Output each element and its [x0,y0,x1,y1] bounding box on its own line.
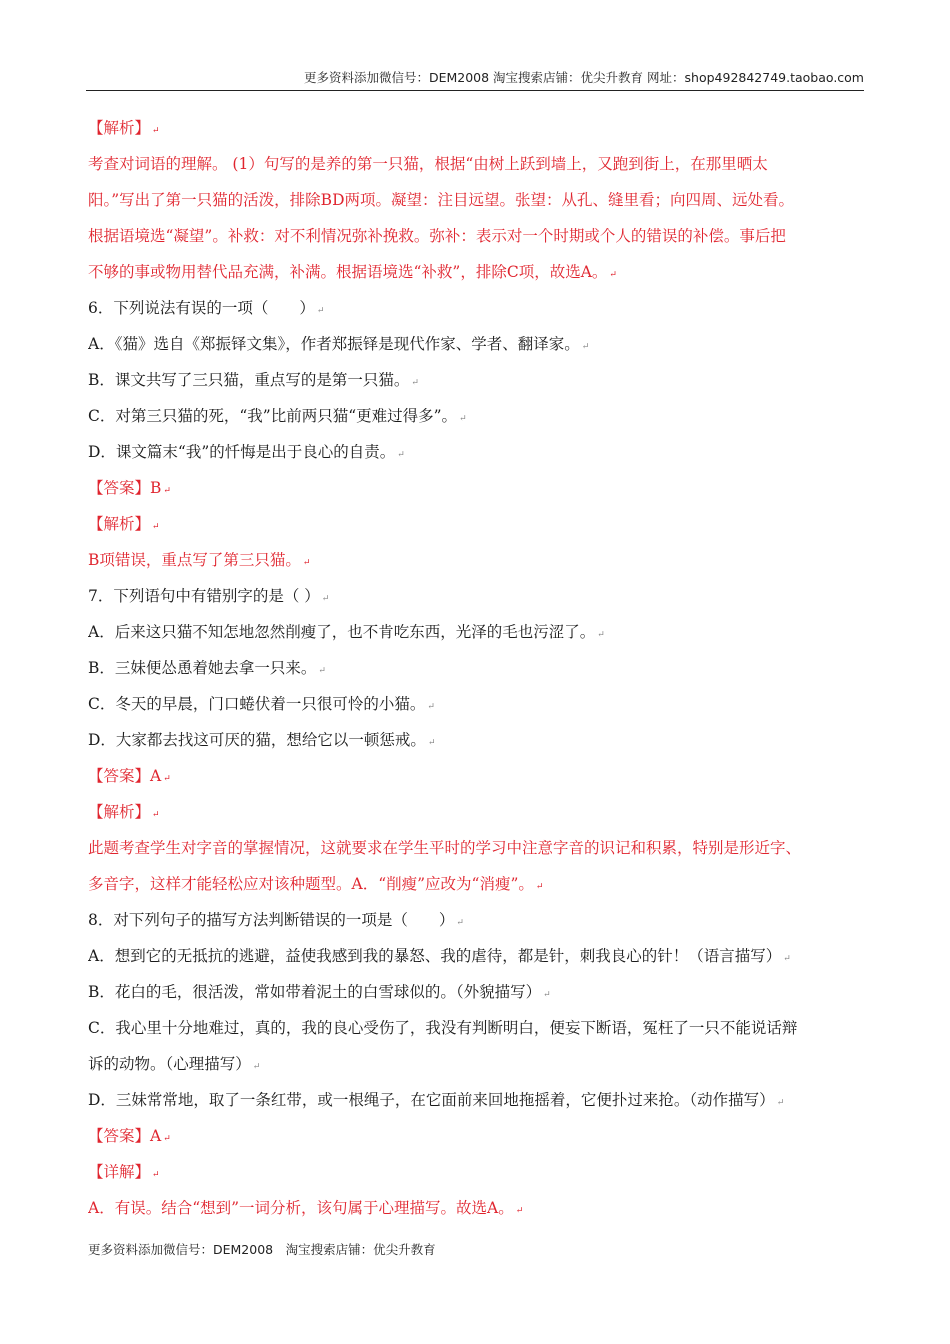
paragraph-mark-icon: ↵ [776,1098,785,1108]
text-line [88,218,868,254]
text-line [88,110,868,146]
text-line [88,470,868,506]
text-line [88,362,868,398]
page-header: 更多资料添加微信号：DEM2008 淘宝搜索店铺：优尖升教育 网址：shop492842749.taobao.com [86,68,864,91]
line-text: 阳。”写出了第一只猫的活泼，排除BD两项。凝望：注目远望。张望：从孔、缝里看；向四周、远处看。 [88,191,794,209]
text-line [88,398,868,434]
line-text: 8．对下列句子的描写方法判断错误的一项是（ ） [88,911,455,929]
paragraph-mark-icon: ↵ [163,486,171,496]
text-line [88,578,868,614]
paragraph-mark-icon: ↵ [609,270,617,280]
document-body [88,110,868,1226]
line-text: D．三妹常常地，取了一条红带，或一根绳子，在它面前来回地拖摇着，它便扑过来抢。（动作描写） [88,1091,775,1109]
line-text: 7．下列语句中有错别字的是（ ） [88,587,320,605]
text-line [88,182,868,218]
line-text: C．对第三只猫的死，“我”比前两只猫“更难过得多”。 [88,407,458,425]
line-text: D．大家都去找这可厌的猫，想给它以一顿惩戒。 [88,731,426,749]
paragraph-mark-icon: ↵ [427,738,436,748]
line-text: 诉的动物。（心理描写） [88,1055,251,1073]
paragraph-mark-icon: ↵ [581,342,590,352]
paragraph-mark-icon: ↵ [152,126,160,136]
line-text: 【答案】B [88,479,162,497]
text-line [88,434,868,470]
text-line [88,830,868,866]
line-text: D．课文篇末“我”的忏悔是出于良心的自责。 [88,443,396,461]
paragraph-mark-icon: ↵ [152,1170,160,1180]
paragraph-mark-icon: ↵ [302,558,311,568]
text-line [88,1154,868,1190]
text-line [88,866,868,902]
paragraph-mark-icon: ↵ [152,522,160,532]
line-text: 【答案】A [88,1127,162,1145]
line-text: A．《猫》选自《郑振铎文集》，作者郑振铎是现代作家、学者、翻译家。 [88,335,580,353]
text-line [88,614,868,650]
text-line [88,722,868,758]
line-text: C．我心里十分地难过，真的，我的良心受伤了，我没有判断明白，便妄下断语，冤枉了一只不能说话辩 [88,1019,798,1037]
paragraph-mark-icon: ↵ [459,414,467,424]
text-line [88,758,868,794]
text-line [88,1046,868,1082]
line-text: 【详解】 [88,1163,151,1181]
line-text: C．冬天的早晨，门口蜷伏着一只很可怜的小猫。 [88,695,426,713]
text-line [88,290,868,326]
paragraph-mark-icon: ↵ [316,306,325,316]
paragraph-mark-icon: ↵ [163,774,171,784]
paragraph-mark-icon: ↵ [535,882,544,892]
paragraph-mark-icon: ↵ [318,666,326,676]
line-text: 不够的事或物用替代品充满，补满。根据语境选“补救”，排除C项，故选A。 [88,263,608,281]
line-text: B项错误，重点写了第三只猫。 [88,551,301,569]
line-text: B．三妹便怂恿着她去拿一只来。 [88,659,317,677]
paragraph-mark-icon: ↵ [321,594,330,604]
line-text: 多音字，这样才能轻松应对该种题型。A．“削瘦”应改为“消瘦”。 [88,875,534,893]
paragraph-mark-icon: ↵ [152,810,160,820]
line-text: 此题考查学生对字音的掌握情况，这就要求在学生平时的学习中注意字音的识记和积累，特别是形近字、 [88,839,802,857]
page-footer: 更多资料添加微信号：DEM2008 淘宝搜索店铺：优尖升教育 [88,1242,436,1257]
line-text: A．有误。结合“想到”一词分析，该句属于心理描写。故选A。 [88,1199,514,1217]
text-line [88,938,868,974]
text-line [88,794,868,830]
line-text: 【解析】 [88,119,151,137]
line-text: B．花白的毛，很活泼，常如带着泥土的白雪球似的。（外貌描写） [88,983,542,1001]
text-line [88,686,868,722]
text-line [88,902,868,938]
line-text: 考查对词语的理解。 (1）句写的是养的第一只猫，根据“由树上跃到墙上，又跑到街上，在那里晒太 [88,155,768,173]
text-line [88,506,868,542]
line-text: 【解析】 [88,515,151,533]
line-text: 6．下列说法有误的一项（ ） [88,299,315,317]
paragraph-mark-icon: ↵ [543,990,551,1000]
paragraph-mark-icon: ↵ [411,378,419,388]
text-line [88,650,868,686]
line-text: 【答案】A [88,767,162,785]
paragraph-mark-icon: ↵ [163,1134,171,1144]
paragraph-mark-icon: ↵ [397,450,405,460]
paragraph-mark-icon: ↵ [783,954,791,964]
text-line [88,254,868,290]
text-line [88,1010,868,1046]
text-line [88,1082,868,1118]
text-line [88,326,868,362]
paragraph-mark-icon: ↵ [597,630,605,640]
paragraph-mark-icon: ↵ [252,1062,261,1072]
line-text: A．后来这只猫不知怎地忽然削瘦了，也不肯吃东西，光泽的毛也污涩了。 [88,623,596,641]
line-text: 【解析】 [88,803,151,821]
text-line [88,146,868,182]
line-text: A．想到它的无抵抗的逃避，益使我感到我的暴怒、我的虐待，都是针，刺我良心的针！（语言描写） [88,947,782,965]
paragraph-mark-icon: ↵ [427,702,435,712]
paragraph-mark-icon: ↵ [456,918,464,928]
text-line [88,1118,868,1154]
line-text: B．课文共写了三只猫，重点写的是第一只猫。 [88,371,410,389]
paragraph-mark-icon: ↵ [515,1206,524,1216]
line-text: 根据语境选“凝望”。补救：对不利情况弥补挽救。弥补：表示对一个时期或个人的错误的补偿。事后把 [88,227,786,245]
text-line [88,974,868,1010]
text-line [88,1190,868,1226]
text-line [88,542,868,578]
